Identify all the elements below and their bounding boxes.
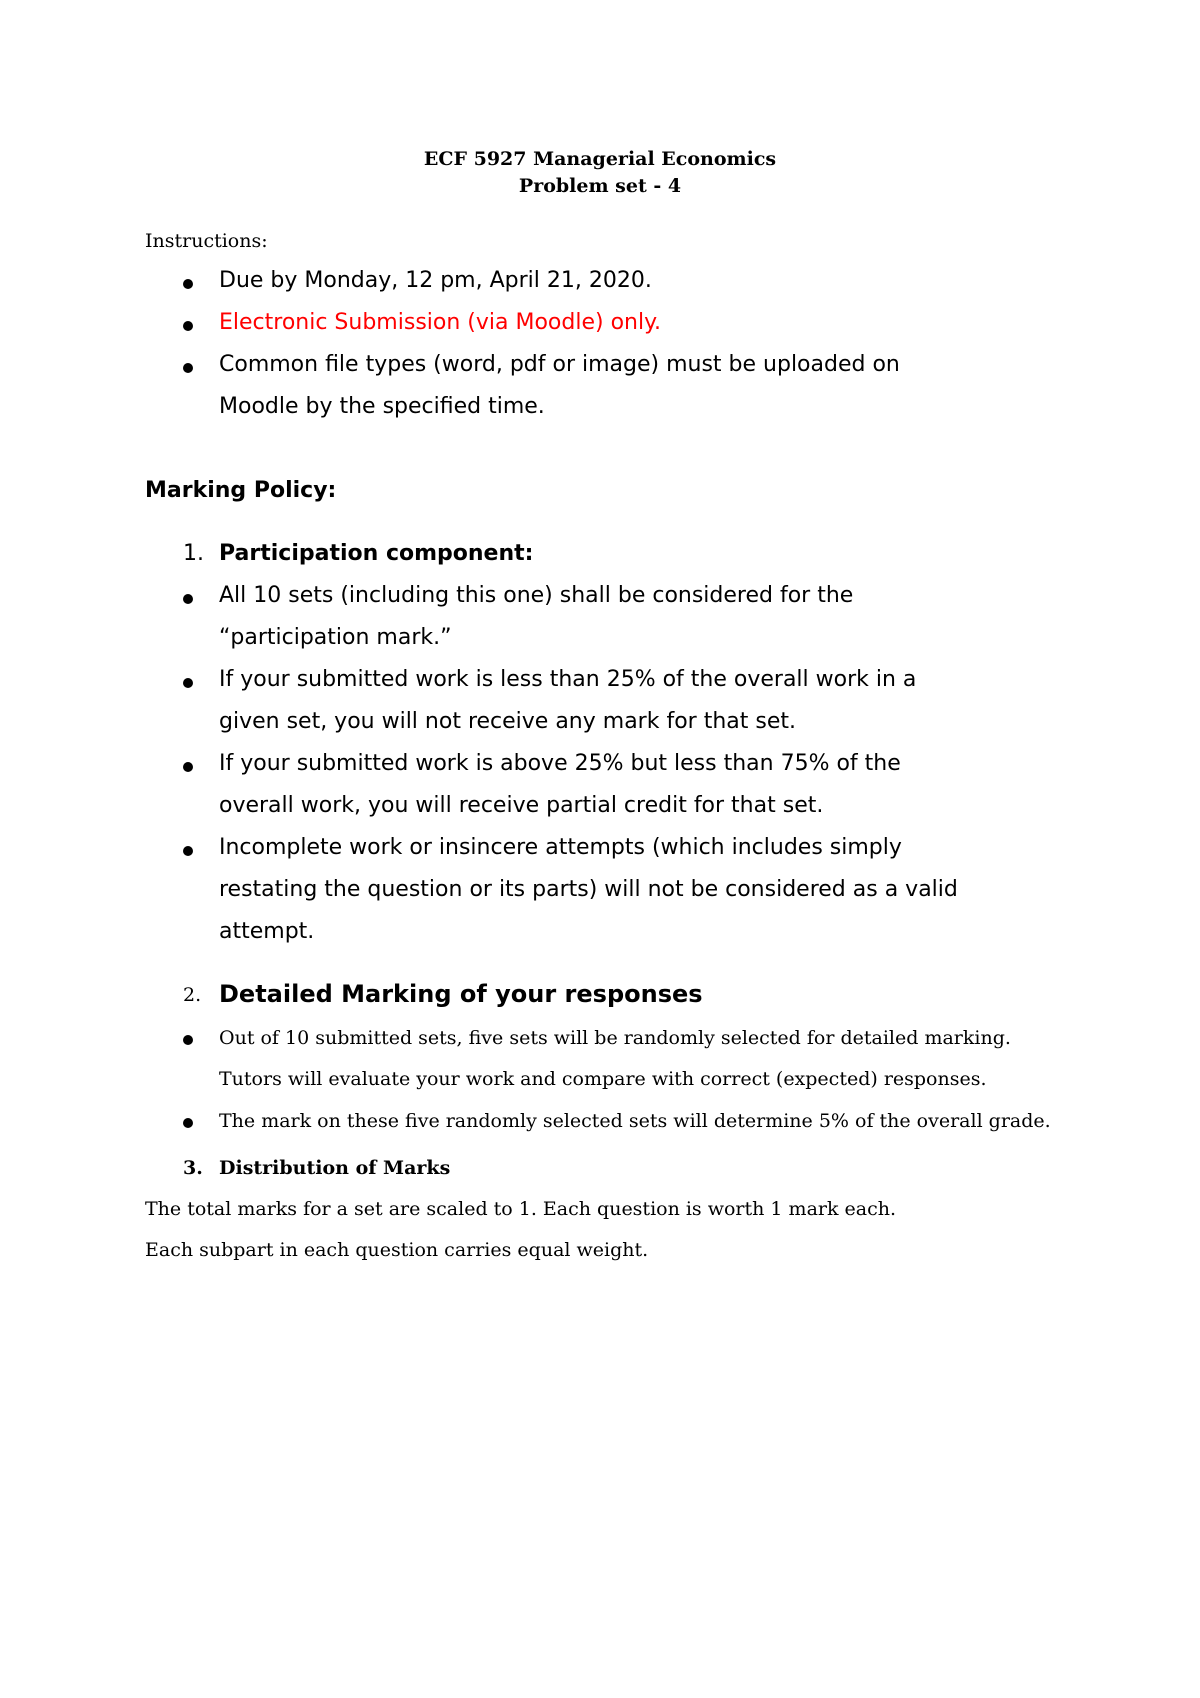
instruction-file-types-line2: Moodle by the specified time.: [219, 394, 545, 419]
section1-number: 1.: [183, 541, 204, 566]
participation-bullet2-line2: given set, you will not receive any mark for that set.: [219, 709, 796, 734]
bullet-icon: [183, 594, 193, 604]
course-title: ECF 5927 Managerial Economics: [423, 148, 777, 170]
distribution-line1: The total marks for a set are scaled to 1. Each question is worth 1 mark each.: [145, 1198, 897, 1220]
participation-bullet1-line1: All 10 sets (including this one) shall be considered for the: [219, 583, 854, 608]
participation-bullet1-line2: “participation mark.”: [219, 625, 452, 650]
section3-title: Distribution of Marks: [219, 1157, 451, 1179]
section2-title: Detailed Marking of your responses: [219, 980, 703, 1008]
detailed-bullet1-line1: Out of 10 submitted sets, five sets will be randomly selected for detailed marking.: [219, 1027, 1011, 1049]
detailed-bullet1-line2: Tutors will evaluate your work and compare with correct (expected) responses.: [219, 1068, 987, 1090]
problem-set-title: Problem set - 4: [518, 175, 682, 197]
bullet-icon: [183, 846, 193, 856]
participation-bullet4-line3: attempt.: [219, 919, 315, 944]
instruction-due-date: Due by Monday, 12 pm, April 21, 2020.: [219, 268, 652, 293]
instructions-heading: Instructions:: [145, 230, 268, 252]
detailed-bullet2-line1: The mark on these five randomly selected sets will determine 5% of the overall grade.: [219, 1110, 1051, 1132]
participation-bullet3-line1: If your submitted work is above 25% but less than 75% of the: [219, 751, 901, 776]
bullet-icon: [183, 1118, 193, 1128]
participation-bullet4-line2: restating the question or its parts) will not be considered as a valid: [219, 877, 958, 902]
bullet-icon: [183, 279, 193, 289]
bullet-icon: [183, 363, 193, 373]
participation-bullet4-line1: Incomplete work or insincere attempts (which includes simply: [219, 835, 902, 860]
section2-number: 2.: [183, 984, 202, 1006]
instruction-file-types-line1: Common file types (word, pdf or image) must be uploaded on: [219, 352, 900, 377]
section1-title: Participation component:: [219, 541, 534, 566]
marking-policy-heading: Marking Policy:: [145, 478, 337, 503]
bullet-icon: [183, 678, 193, 688]
bullet-icon: [183, 762, 193, 772]
bullet-icon: [183, 1035, 193, 1045]
instruction-electronic-submission: Electronic Submission (via Moodle) only.: [219, 310, 661, 335]
section3-number: 3.: [183, 1157, 203, 1179]
bullet-icon: [183, 321, 193, 331]
distribution-line2: Each subpart in each question carries equal weight.: [145, 1239, 649, 1261]
participation-bullet3-line2: overall work, you will receive partial credit for that set.: [219, 793, 824, 818]
participation-bullet2-line1: If your submitted work is less than 25% of the overall work in a: [219, 667, 917, 692]
